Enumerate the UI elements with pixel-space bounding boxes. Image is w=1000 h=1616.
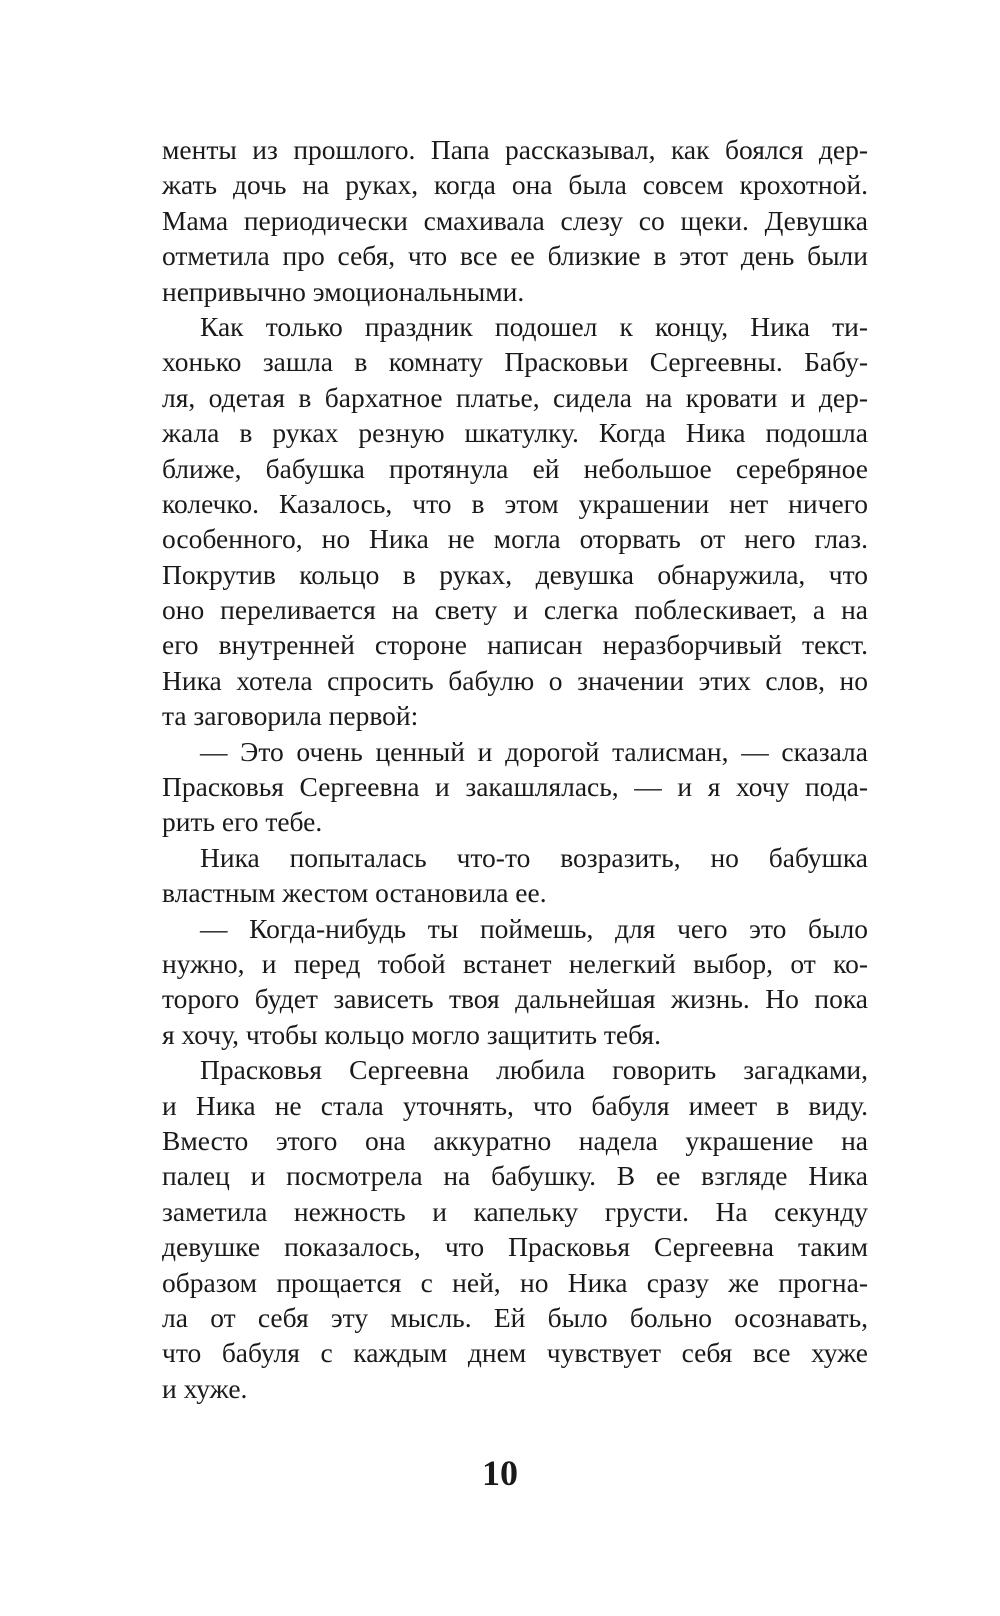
text-line: — Когда-нибудь ты поймешь, для чего это было <box>200 912 868 944</box>
text-line: особенного, но Ника не могла оторвать от него глаз. <box>162 523 868 555</box>
text-line: заметила нежность и капельку грусти. На секунду <box>162 1195 868 1227</box>
text-line: жала в руках резную шкатулку. Когда Ника подошла <box>162 417 868 449</box>
text-line: ближе, бабушка протянула ей небольшое серебряное <box>162 452 868 484</box>
text-line: менты из прошлого. Папа рассказывал, как боялся дер- <box>162 134 868 165</box>
text-line: торого будет зависеть твоя дальнейшая жизнь. Но пока <box>162 983 868 1015</box>
text-line: — Это очень ценный и дорогой талисман, — сказала <box>200 735 868 767</box>
text-line: хонько зашла в комнату Прасковьи Сергеевны. Бабу- <box>162 346 868 378</box>
text-line: отметила про себя, что все ее близкие в этот день были <box>162 240 868 272</box>
text-line: его внутренней стороне написан неразборчивый текст. <box>162 629 868 661</box>
text-line: палец и посмотрела на бабушку. В ее взгляде Ника <box>162 1160 868 1192</box>
body-text <box>162 132 868 1406</box>
text-line: и Ника не стала уточнять, что бабуля имеет в виду. <box>162 1089 868 1121</box>
text-line: Мама периодически смахивала слезу со щеки. Девушка <box>162 204 868 236</box>
text-line: Покрутив кольцо в руках, девушка обнаружила, что <box>162 558 868 590</box>
text-line: что бабуля с каждым днем чувствует себя все хуже <box>162 1337 868 1369</box>
text-line: и хуже. <box>162 1372 248 1404</box>
text-line: оно переливается на свету и слегка поблескивает, а на <box>162 594 868 626</box>
text-line: та заговорила первой: <box>162 700 419 732</box>
text-line: Вместо этого она аккуратно надела украшение на <box>162 1124 868 1156</box>
text-line: Прасковья Сергеевна и закашлялась, — и я хочу пода- <box>162 771 868 803</box>
text-line: ла от себя эту мысль. Ей было больно осознавать, <box>162 1301 868 1333</box>
text-line: властным жестом остановила ее. <box>162 877 547 909</box>
text-line: я хочу, чтобы кольцо могло защитить тебя. <box>162 1018 661 1050</box>
text-line: Ника хотела спросить бабулю о значении этих слов, но <box>162 664 868 696</box>
text-line: рить его тебе. <box>162 806 323 838</box>
text-line: нужно, и перед тобой встанет нелегкий выбор, от ко- <box>162 947 868 979</box>
text-line: Как только праздник подошел к концу, Ника ти- <box>200 310 868 342</box>
text-line: ля, одетая в бархатное платье, сидела на кровати и дер- <box>162 381 868 413</box>
text-line: жать дочь на руках, когда она была совсем крохотной. <box>162 169 868 201</box>
text-line: Ника попыталась что-то возразить, но бабушка <box>200 841 868 873</box>
text-line: девушке показалось, что Прасковья Сергеевна таким <box>162 1231 868 1263</box>
text-line: образом прощается с ней, но Ника сразу же прогна- <box>162 1266 868 1298</box>
page-number: 10 <box>482 1453 518 1493</box>
text-line: колечко. Казалось, что в этом украшении нет ничего <box>162 487 868 519</box>
text-line: непривычно эмоциональными. <box>162 275 525 307</box>
text-line: Прасковья Сергеевна любила говорить загадками, <box>200 1054 868 1086</box>
